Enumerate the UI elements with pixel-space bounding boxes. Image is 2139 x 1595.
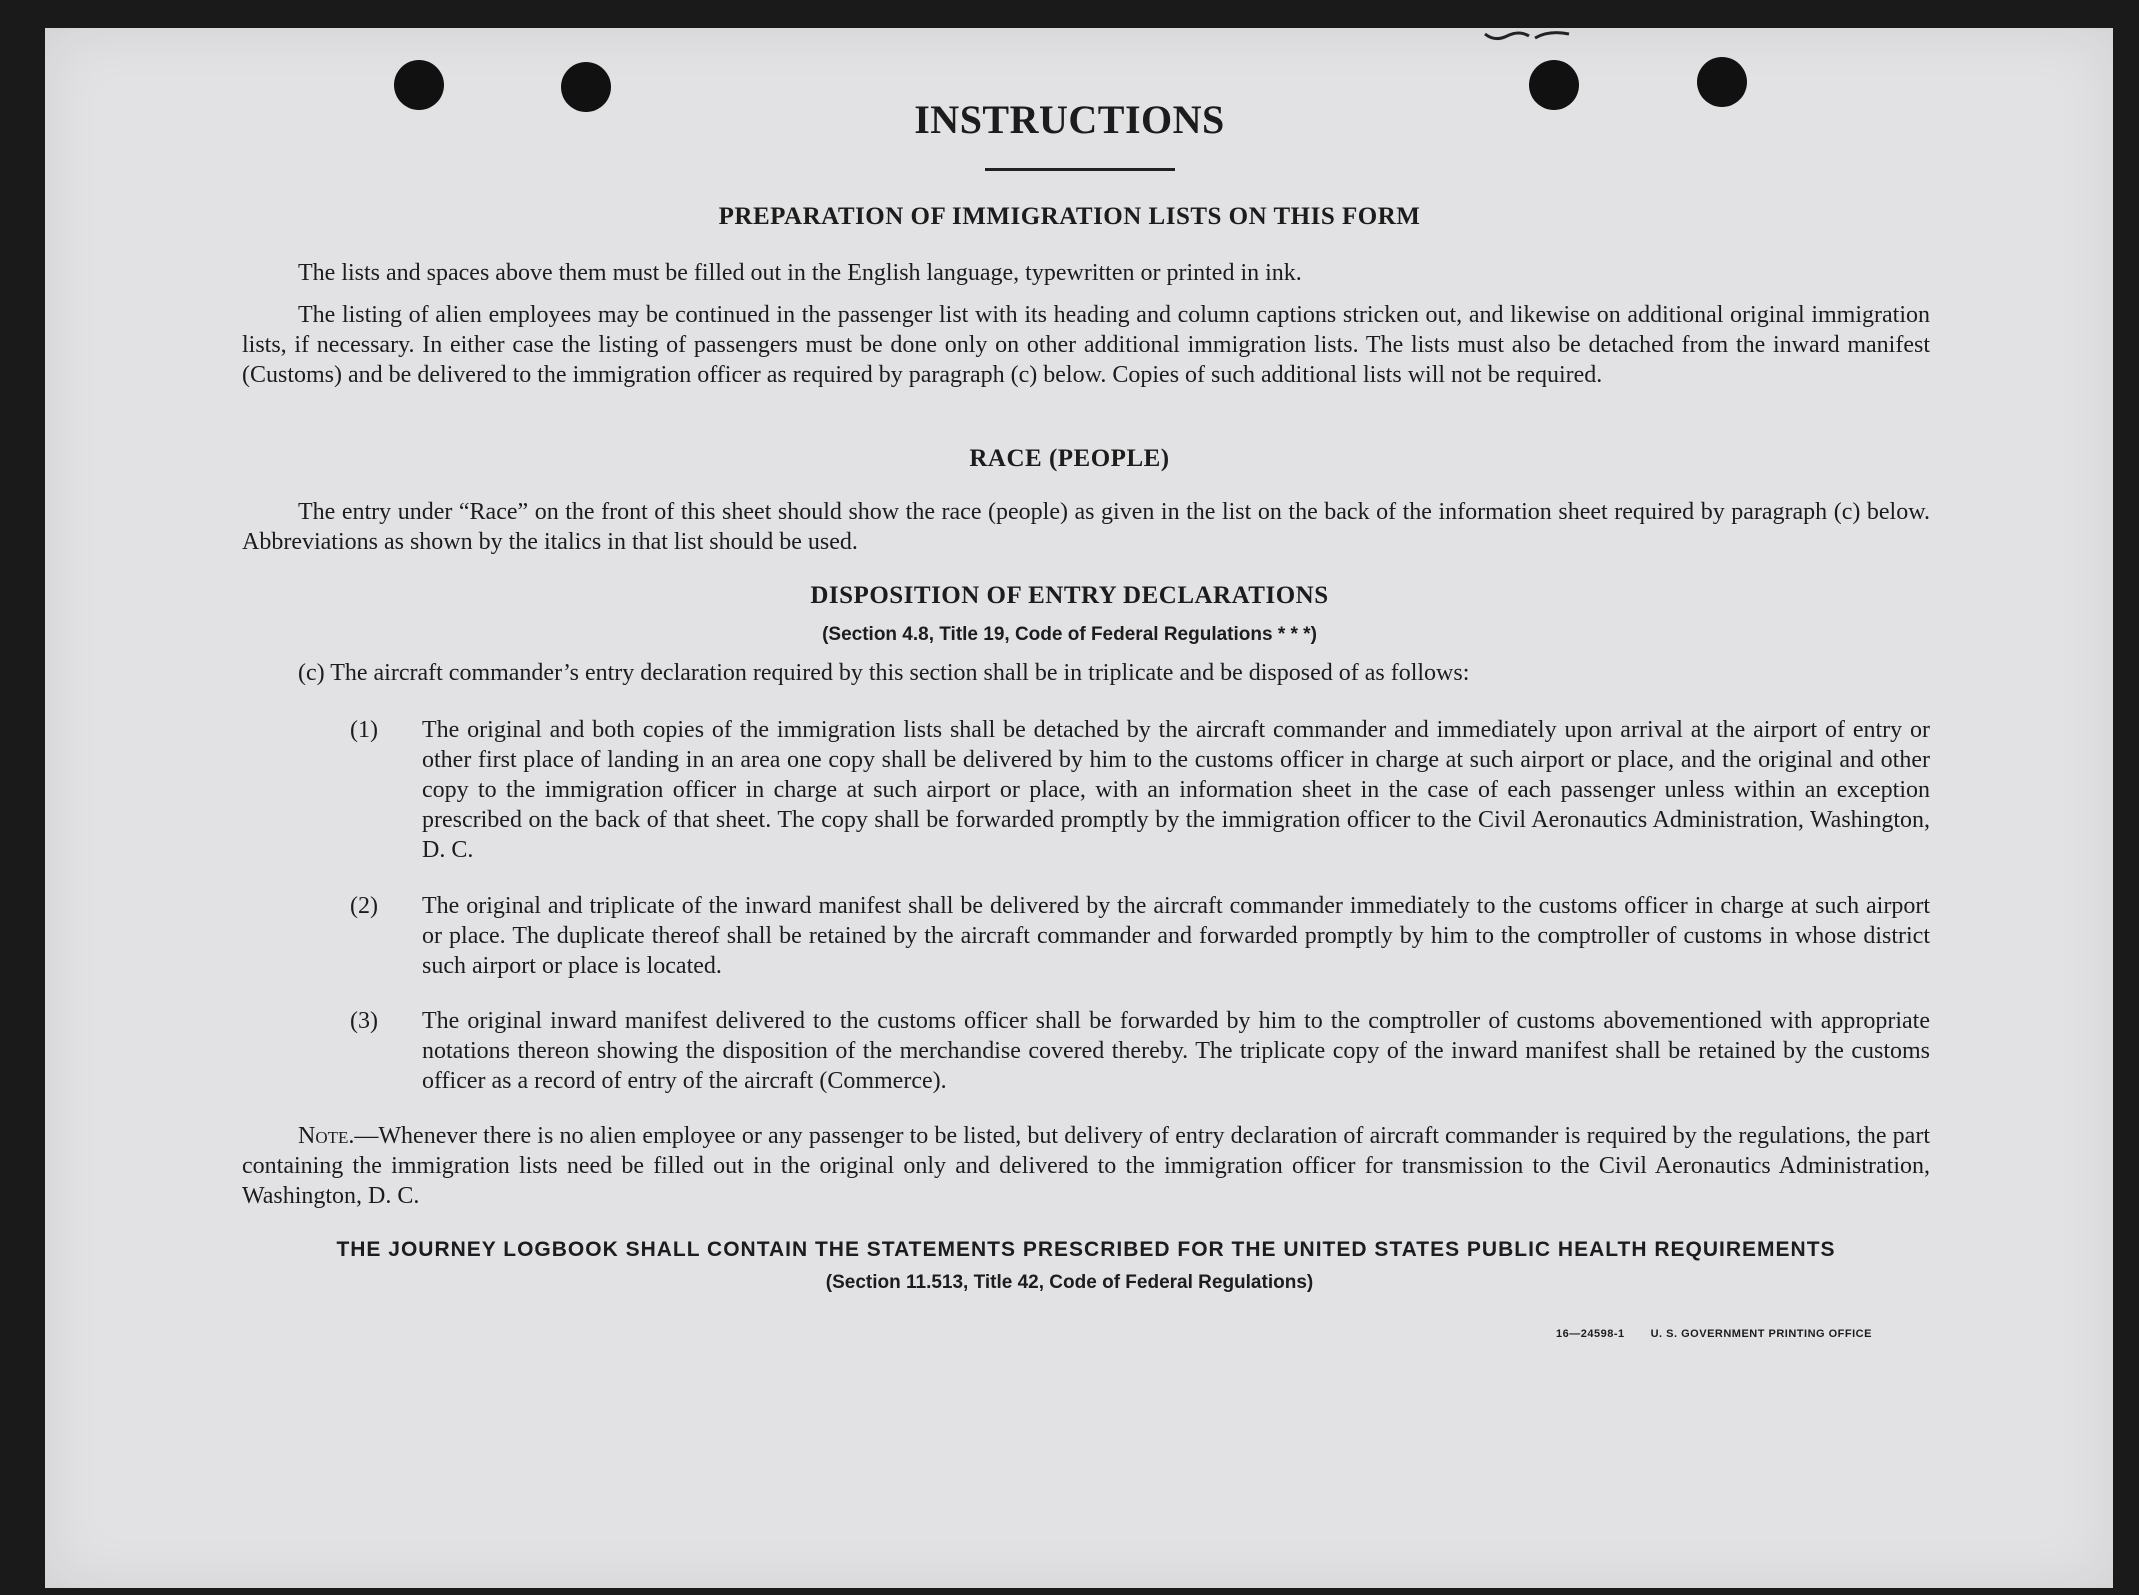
section-title-preparation: PREPARATION OF IMMIGRATION LISTS ON THIS FORM bbox=[718, 203, 1421, 230]
pen-mark-icon bbox=[1483, 28, 1573, 46]
race-paragraph: The entry under “Race” on the front of this sheet should show the race (people) as given in the list on the back of the information sheet required by paragraph (c) below. Abbreviations as shown by the italics in that list should be used. bbox=[242, 499, 1930, 555]
journey-logbook-subtitle: (Section 11.513, Title 42, Code of Federal Regulations) bbox=[825, 1272, 1314, 1293]
list-item: (3) The original inward manifest delivered to the customs officer shall be forwarded by him to the comptroller of customs abovementioned with appropriate notations thereon showing the disposition of the merchandise covered thereby. The triplicate copy of the inward manifest shall be retained by the customs officer as a record of entry of the aircraft (Commerce). bbox=[350, 1008, 1930, 1094]
printer-imprint bbox=[1556, 1328, 1872, 1340]
section-subtitle-disposition: (Section 4.8, Title 19, Code of Federal Regulations * * *) bbox=[822, 624, 1317, 645]
section-title-disposition: DISPOSITION OF ENTRY DECLARATIONS bbox=[810, 582, 1329, 609]
disposition-intro: (c) The aircraft commander’s entry declaration required by this section shall be in triplicate and be disposed of as follows: bbox=[298, 660, 1470, 686]
preparation-paragraph-1: The lists and spaces above them must be filled out in the English language, typewritten or printed in ink. bbox=[298, 260, 1302, 286]
preparation-paragraph-2: The listing of alien employees may be continued in the passenger list with its heading and column captions stricken out, and likewise on additional original immigration lists, if necessary. In either case the listing of passengers must be done only on other additional immigration lists. The lists must also be detached from the inward manifest (Customs) and be delivered to the immigration officer as required by paragraph (c) below. Copies of such additional lists will not be required. bbox=[242, 302, 1930, 388]
list-item: (1) The original and both copies of the immigration lists shall be detached by the aircraft commander and immediately upon arrival at the airport of entry or other first place of landing in an area one copy shall be delivered by him to the customs officer in charge at such airport or place, and the original and other copy to the immigration officer in charge at such airport or place, with an information sheet in the case of each passenger unless within an exception prescribed on the back of that sheet. The copy shall be forwarded promptly by the immigration officer to the Civil Aeronautics Administration, Washington, D. C. bbox=[350, 717, 1930, 863]
form-number: 16—24598-1 bbox=[1556, 1328, 1625, 1340]
printer-name: U. S. GOVERNMENT PRINTING OFFICE bbox=[1650, 1328, 1872, 1340]
page-title: INSTRUCTIONS bbox=[914, 97, 1225, 142]
section-title-race: RACE (PEOPLE) bbox=[969, 445, 1170, 472]
note-paragraph: Note.—Whenever there is no alien employee or any passenger to be listed, but delivery of entry declaration of aircraft commander is required by the regulations, the part containing the immigration lists need be filled out in the original only and delivered to the immigration officer for transmission to the Civil Aeronautics Administration, Washington, D. C. bbox=[242, 1123, 1930, 1209]
journey-logbook-heading: THE JOURNEY LOGBOOK SHALL CONTAIN THE STATEMENTS PRESCRIBED FOR THE UNITED STATES PUBLIC HEALTH REQUIREMENTS bbox=[336, 1238, 1836, 1261]
list-item: (2) The original and triplicate of the inward manifest shall be delivered by the aircraft commander immediately to the customs officer in charge at such airport or place. The duplicate thereof shall be retained by the aircraft commander and forwarded promptly by him to the comptroller of customs in whose district such airport or place is located. bbox=[350, 893, 1930, 979]
title-divider bbox=[985, 168, 1175, 171]
